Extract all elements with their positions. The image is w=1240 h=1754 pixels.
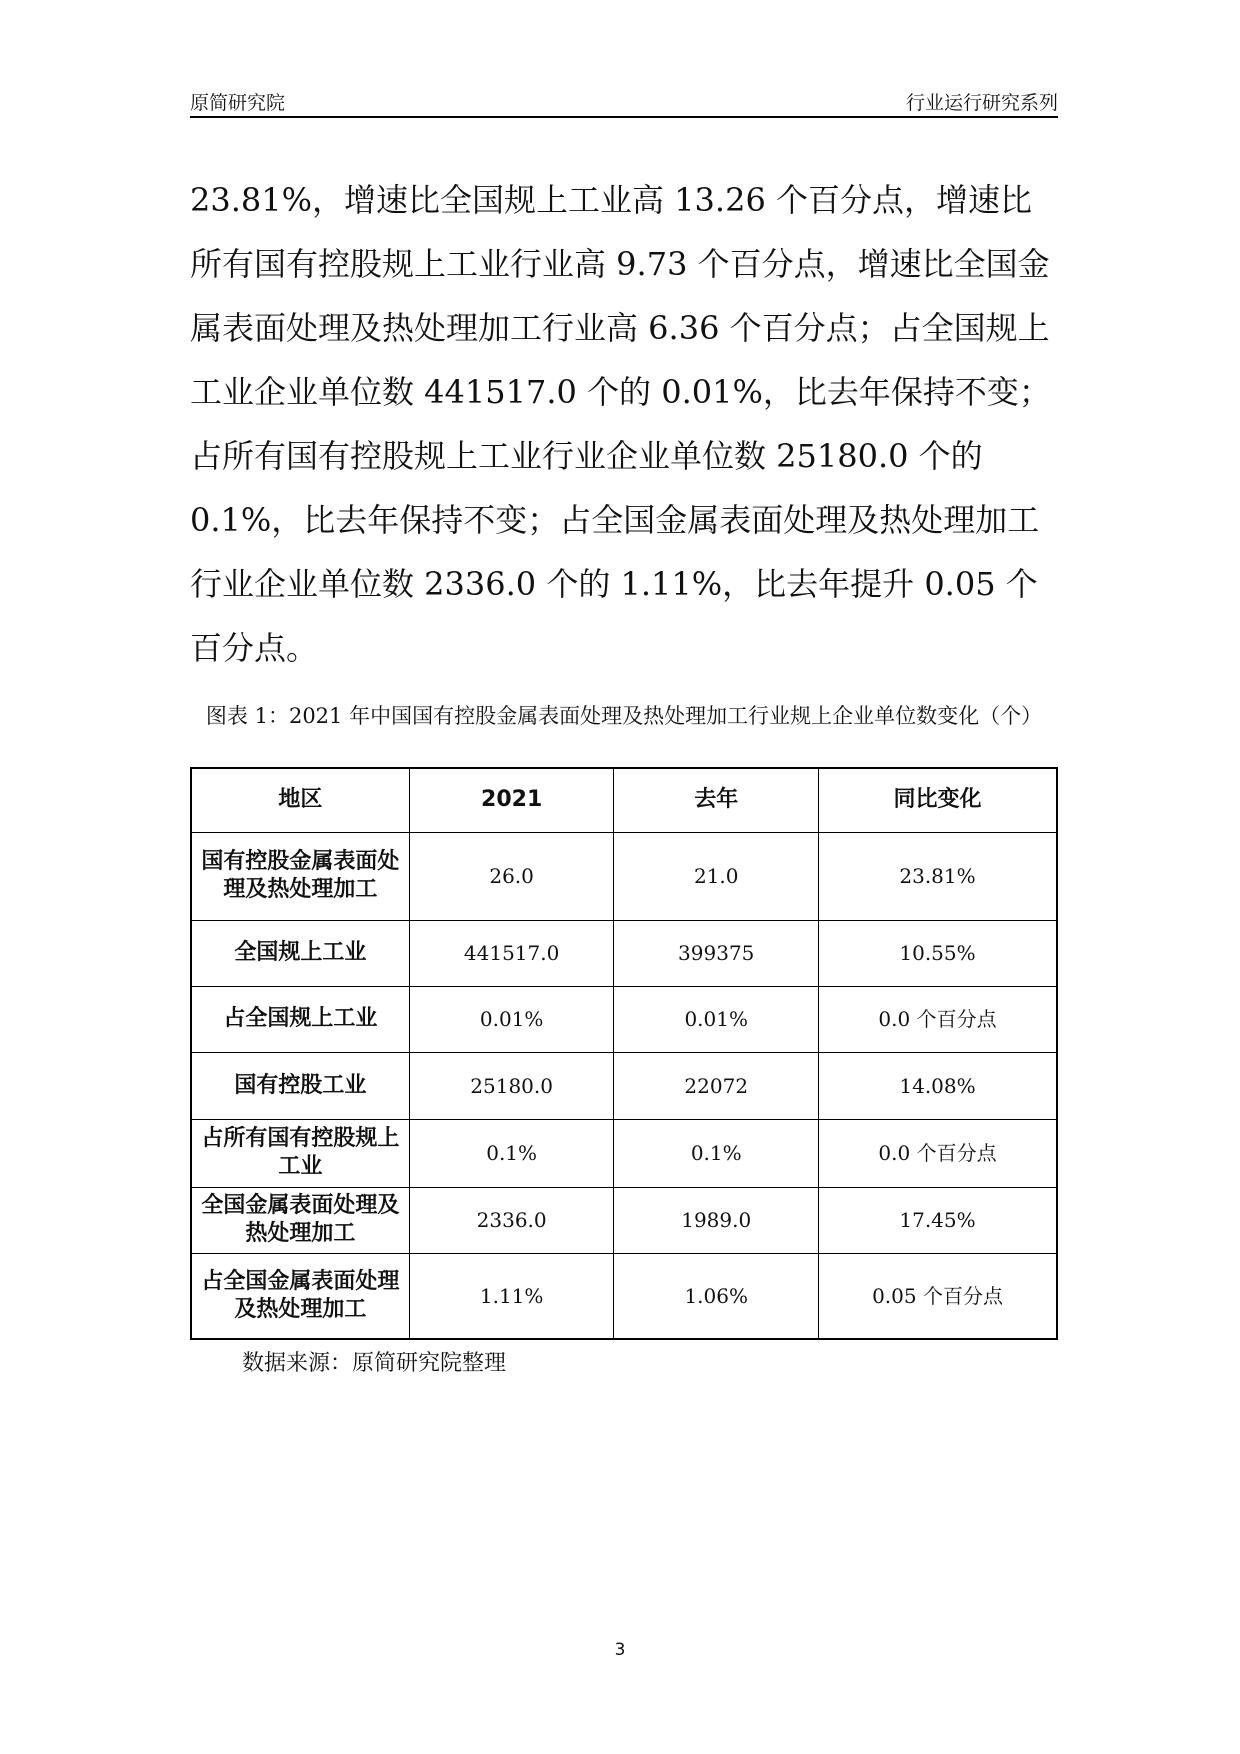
- cell-2021: 1.11%: [409, 1253, 614, 1339]
- cell-2021: 441517.0: [409, 920, 614, 986]
- cell-region: 占所有国有控股规上工业: [191, 1119, 409, 1187]
- table-row: [191, 986, 1057, 1052]
- cell-last-year: 22072: [614, 1052, 819, 1119]
- cell-last-year: 21.0: [614, 832, 819, 920]
- header-2021: 2021: [409, 768, 614, 832]
- cell-change: 0.05 个百分点: [819, 1253, 1057, 1339]
- data-source-note: 数据来源：原简研究院整理: [242, 1351, 507, 1376]
- cell-2021: 25180.0: [409, 1052, 614, 1119]
- cell-change: 0.0 个百分点: [819, 1119, 1057, 1187]
- cell-2021: 2336.0: [409, 1187, 614, 1253]
- cell-region: 全国金属表面处理及热处理加工: [191, 1187, 409, 1253]
- cell-last-year: 399375: [614, 920, 819, 986]
- body-paragraph: 23.81%，增速比全国规上工业高 13.26 个百分点，增速比所有国有控股规上工业行业高 9.73 个百分点，增速比全国金属表面处理及热处理加工行业高 6.36 个百分点；占全国规上工业企业单位数 441517.0 个的 0.01%，比去年保持不变；占所有国有控股规上工业行业企业单位数 25180.0 个的 0.1%，比去年保持不变；占全国金属表面处理及热处理加工行业企业单位数 2336.0 个的 1.11%，比去年提升 0.05 个百分点。: [190, 181, 1051, 667]
- cell-region: 占全国金属表面处理及热处理加工: [191, 1253, 409, 1339]
- cell-2021: 0.01%: [409, 986, 614, 1052]
- cell-change: 17.45%: [819, 1187, 1057, 1253]
- header-series-name: 行业运行研究系列: [905, 92, 1058, 114]
- table-header-row: [191, 768, 1057, 832]
- cell-region: 全国规上工业: [191, 920, 409, 986]
- data-table: [190, 767, 1058, 1340]
- cell-change: 14.08%: [819, 1052, 1057, 1119]
- cell-change: 10.55%: [819, 920, 1057, 986]
- cell-last-year: 0.01%: [614, 986, 819, 1052]
- table-row: [191, 920, 1057, 986]
- table-row: [191, 1187, 1057, 1253]
- cell-last-year: 1.06%: [614, 1253, 819, 1339]
- cell-last-year: 1989.0: [614, 1187, 819, 1253]
- page-header: [190, 86, 1058, 118]
- cell-change: 0.0 个百分点: [819, 986, 1057, 1052]
- cell-region: 国有控股金属表面处理及热处理加工: [191, 832, 409, 920]
- header-yoy-change: 同比变化: [819, 768, 1057, 832]
- table-row: [191, 832, 1057, 920]
- header-org-name: 原简研究院: [190, 92, 286, 114]
- table-caption: 图表 1：2021 年中国国有控股金属表面处理及热处理加工行业规上企业单位数变化（个）: [205, 704, 1043, 728]
- cell-change: 23.81%: [819, 832, 1057, 920]
- cell-region: 占全国规上工业: [191, 986, 409, 1052]
- cell-last-year: 0.1%: [614, 1119, 819, 1187]
- table-row: [191, 1119, 1057, 1187]
- page-number: 3: [614, 1640, 626, 1660]
- table-row: [191, 1052, 1057, 1119]
- cell-2021: 26.0: [409, 832, 614, 920]
- header-last-year: 去年: [614, 768, 819, 832]
- cell-2021: 0.1%: [409, 1119, 614, 1187]
- cell-region: 国有控股工业: [191, 1052, 409, 1119]
- table-row: [191, 1253, 1057, 1339]
- header-region: 地区: [191, 768, 409, 832]
